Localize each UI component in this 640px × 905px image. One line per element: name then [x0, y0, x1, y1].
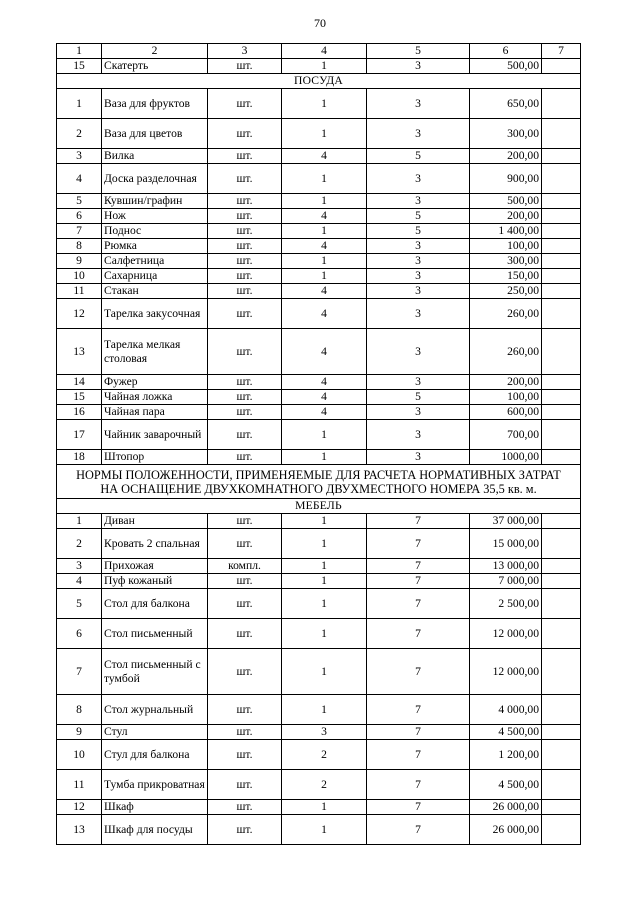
table-row: [57, 194, 581, 209]
unit-cell: шт.: [208, 284, 282, 299]
service-years-cell: 5: [367, 209, 470, 224]
service-years-cell: 3: [367, 284, 470, 299]
row-number-cell: 2: [57, 119, 102, 149]
table-row: [57, 695, 581, 725]
table-row: [57, 149, 581, 164]
row-number-cell: 4: [57, 164, 102, 194]
quantity-cell: 1: [282, 619, 367, 649]
table-row: [57, 405, 581, 420]
item-name-cell: Шкаф: [102, 800, 208, 815]
service-years-cell: 7: [367, 559, 470, 574]
row-number-cell: 4: [57, 574, 102, 589]
row-number-cell: 5: [57, 194, 102, 209]
row-number-cell: 17: [57, 420, 102, 450]
item-name-cell: Тумба прикроватная: [102, 770, 208, 800]
row-number-cell: 5: [57, 589, 102, 619]
item-name-cell: Стол журнальный: [102, 695, 208, 725]
service-years-cell: 3: [367, 329, 470, 375]
quantity-cell: 1: [282, 559, 367, 574]
note-cell: [542, 89, 581, 119]
unit-cell: шт.: [208, 329, 282, 375]
item-name-cell: Шкаф для посуды: [102, 815, 208, 845]
note-cell: [542, 770, 581, 800]
price-cell: 500,00: [470, 194, 542, 209]
unit-cell: шт.: [208, 574, 282, 589]
price-cell: 1 400,00: [470, 224, 542, 239]
quantity-cell: 1: [282, 800, 367, 815]
row-number-cell: 7: [57, 649, 102, 695]
row-number-cell: 6: [57, 619, 102, 649]
row-number-cell: 11: [57, 770, 102, 800]
row-number-cell: 7: [57, 224, 102, 239]
item-name-cell: Прихожая: [102, 559, 208, 574]
row-number-cell: 1: [57, 514, 102, 529]
quantity-cell: 4: [282, 390, 367, 405]
service-years-cell: 3: [367, 375, 470, 390]
quantity-cell: 1: [282, 514, 367, 529]
price-cell: 12 000,00: [470, 649, 542, 695]
price-cell: 26 000,00: [470, 815, 542, 845]
price-cell: 300,00: [470, 254, 542, 269]
item-name-cell: Стул: [102, 725, 208, 740]
service-years-cell: 7: [367, 649, 470, 695]
price-cell: 100,00: [470, 390, 542, 405]
note-cell: [542, 800, 581, 815]
norms-heading-line-1: НОРМЫ ПОЛОЖЕННОСТИ, ПРИМЕНЯЕМЫЕ ДЛЯ РАСЧЕТА НОРМАТИВНЫХ ЗАТРАТ: [76, 467, 561, 482]
section-title-furniture-row: [57, 499, 581, 514]
unit-cell: шт.: [208, 239, 282, 254]
quantity-cell: 4: [282, 375, 367, 390]
item-name-cell: Стакан: [102, 284, 208, 299]
norms-heading-row: [57, 465, 581, 499]
note-cell: [542, 574, 581, 589]
table-row: [57, 209, 581, 224]
price-cell: 4 500,00: [470, 725, 542, 740]
item-name-cell: Стол для балкона: [102, 589, 208, 619]
row-number-cell: 10: [57, 740, 102, 770]
service-years-cell: 7: [367, 529, 470, 559]
table-row: [57, 390, 581, 405]
note-cell: [542, 740, 581, 770]
quantity-cell: 1: [282, 420, 367, 450]
price-cell: 200,00: [470, 375, 542, 390]
price-cell: 2 500,00: [470, 589, 542, 619]
item-name-cell: Штопор: [102, 450, 208, 465]
item-name-cell: Сахарница: [102, 269, 208, 284]
row-number-cell: 13: [57, 815, 102, 845]
unit-cell: шт.: [208, 119, 282, 149]
col-header-2: 2: [102, 44, 208, 59]
quantity-cell: 4: [282, 284, 367, 299]
row-number-cell: 12: [57, 299, 102, 329]
item-name-cell: Вилка: [102, 149, 208, 164]
col-header-3: 3: [208, 44, 282, 59]
col-header-1: 1: [57, 44, 102, 59]
norms-heading: [57, 465, 581, 499]
price-cell: 260,00: [470, 329, 542, 375]
table-row: [57, 299, 581, 329]
unit-cell: шт.: [208, 420, 282, 450]
table-row: [57, 239, 581, 254]
quantity-cell: 1: [282, 815, 367, 845]
row-number-cell: 9: [57, 254, 102, 269]
note-cell: [542, 619, 581, 649]
table-row: [57, 420, 581, 450]
note-cell: [542, 59, 581, 74]
quantity-cell: 1: [282, 649, 367, 695]
unit-cell: шт.: [208, 405, 282, 420]
table-row: [57, 284, 581, 299]
unit-cell: шт.: [208, 149, 282, 164]
table-row: [57, 529, 581, 559]
item-name-cell: Салфетница: [102, 254, 208, 269]
service-years-cell: 3: [367, 254, 470, 269]
unit-cell: шт.: [208, 224, 282, 239]
item-name-cell: Ваза для фруктов: [102, 89, 208, 119]
quantity-cell: 1: [282, 89, 367, 119]
item-name-cell: Чайная ложка: [102, 390, 208, 405]
item-name-cell: Диван: [102, 514, 208, 529]
table-row: [57, 59, 581, 74]
item-name-cell: Стол письменный: [102, 619, 208, 649]
service-years-cell: 3: [367, 299, 470, 329]
note-cell: [542, 375, 581, 390]
table-row: [57, 740, 581, 770]
note-cell: [542, 450, 581, 465]
note-cell: [542, 149, 581, 164]
service-years-cell: 3: [367, 59, 470, 74]
row-number-cell: 12: [57, 800, 102, 815]
note-cell: [542, 405, 581, 420]
service-years-cell: 7: [367, 800, 470, 815]
table-row: [57, 800, 581, 815]
quantity-cell: 4: [282, 329, 367, 375]
unit-cell: шт.: [208, 194, 282, 209]
table-row: [57, 649, 581, 695]
unit-cell: шт.: [208, 269, 282, 284]
quantity-cell: 1: [282, 574, 367, 589]
row-number-cell: 11: [57, 284, 102, 299]
unit-cell: шт.: [208, 450, 282, 465]
table-row: [57, 574, 581, 589]
service-years-cell: 7: [367, 589, 470, 619]
table-row: [57, 619, 581, 649]
unit-cell: шт.: [208, 695, 282, 725]
note-cell: [542, 194, 581, 209]
service-years-cell: 3: [367, 239, 470, 254]
quantity-cell: 1: [282, 59, 367, 74]
table-row: [57, 725, 581, 740]
unit-cell: шт.: [208, 770, 282, 800]
section-title-furniture: МЕБЕЛЬ: [57, 499, 581, 514]
quantity-cell: 1: [282, 589, 367, 619]
unit-cell: шт.: [208, 375, 282, 390]
table-row: [57, 329, 581, 375]
row-number-cell: 10: [57, 269, 102, 284]
item-name-cell: Стул для балкона: [102, 740, 208, 770]
row-number-cell: 1: [57, 89, 102, 119]
service-years-cell: 7: [367, 815, 470, 845]
table-row: [57, 89, 581, 119]
price-cell: 4 500,00: [470, 770, 542, 800]
quantity-cell: 4: [282, 209, 367, 224]
note-cell: [542, 164, 581, 194]
row-number-cell: 8: [57, 239, 102, 254]
service-years-cell: 5: [367, 224, 470, 239]
note-cell: [542, 725, 581, 740]
note-cell: [542, 299, 581, 329]
unit-cell: шт.: [208, 740, 282, 770]
item-name-cell: Тарелка мелкая столовая: [102, 329, 208, 375]
unit-cell: шт.: [208, 619, 282, 649]
quantity-cell: 1: [282, 119, 367, 149]
price-cell: 700,00: [470, 420, 542, 450]
unit-cell: шт.: [208, 164, 282, 194]
unit-cell: шт.: [208, 59, 282, 74]
col-header-7: 7: [542, 44, 581, 59]
service-years-cell: 7: [367, 725, 470, 740]
note-cell: [542, 269, 581, 284]
table-row: [57, 450, 581, 465]
quantity-cell: 1: [282, 224, 367, 239]
price-cell: 1000,00: [470, 450, 542, 465]
norms-table: [56, 43, 581, 845]
unit-cell: шт.: [208, 649, 282, 695]
price-cell: 37 000,00: [470, 514, 542, 529]
price-cell: 100,00: [470, 239, 542, 254]
note-cell: [542, 695, 581, 725]
service-years-cell: 3: [367, 405, 470, 420]
item-name-cell: Нож: [102, 209, 208, 224]
row-number-cell: 13: [57, 329, 102, 375]
price-cell: 1 200,00: [470, 740, 542, 770]
unit-cell: шт.: [208, 209, 282, 224]
note-cell: [542, 815, 581, 845]
quantity-cell: 4: [282, 239, 367, 254]
service-years-cell: 7: [367, 619, 470, 649]
unit-cell: шт.: [208, 725, 282, 740]
item-name-cell: Тарелка закусочная: [102, 299, 208, 329]
page-number: 70: [314, 16, 326, 30]
service-years-cell: 7: [367, 514, 470, 529]
table-row: [57, 559, 581, 574]
item-name-cell: Скатерть: [102, 59, 208, 74]
price-cell: 26 000,00: [470, 800, 542, 815]
note-cell: [542, 224, 581, 239]
quantity-cell: 2: [282, 770, 367, 800]
item-name-cell: Кувшин/графин: [102, 194, 208, 209]
service-years-cell: 5: [367, 149, 470, 164]
item-name-cell: Рюмка: [102, 239, 208, 254]
price-cell: 12 000,00: [470, 619, 542, 649]
quantity-cell: 4: [282, 149, 367, 164]
price-cell: 600,00: [470, 405, 542, 420]
unit-cell: шт.: [208, 299, 282, 329]
price-cell: 13 000,00: [470, 559, 542, 574]
col-header-6: 6: [470, 44, 542, 59]
price-cell: 15 000,00: [470, 529, 542, 559]
row-number-cell: 3: [57, 149, 102, 164]
price-cell: 150,00: [470, 269, 542, 284]
service-years-cell: 3: [367, 194, 470, 209]
note-cell: [542, 589, 581, 619]
table-row: [57, 375, 581, 390]
unit-cell: шт.: [208, 390, 282, 405]
service-years-cell: 3: [367, 450, 470, 465]
unit-cell: компл.: [208, 559, 282, 574]
quantity-cell: 2: [282, 740, 367, 770]
table-row: [57, 164, 581, 194]
unit-cell: шт.: [208, 89, 282, 119]
note-cell: [542, 329, 581, 375]
service-years-cell: 3: [367, 164, 470, 194]
price-cell: 4 000,00: [470, 695, 542, 725]
unit-cell: шт.: [208, 254, 282, 269]
service-years-cell: 3: [367, 269, 470, 284]
quantity-cell: 1: [282, 164, 367, 194]
note-cell: [542, 420, 581, 450]
note-cell: [542, 284, 581, 299]
note-cell: [542, 559, 581, 574]
row-number-cell: 16: [57, 405, 102, 420]
note-cell: [542, 514, 581, 529]
item-name-cell: Чайная пара: [102, 405, 208, 420]
quantity-cell: 1: [282, 529, 367, 559]
price-cell: 900,00: [470, 164, 542, 194]
price-cell: 650,00: [470, 89, 542, 119]
section-title-dishes: ПОСУДА: [57, 74, 581, 89]
row-number-cell: 6: [57, 209, 102, 224]
quantity-cell: 1: [282, 194, 367, 209]
row-number-cell: 9: [57, 725, 102, 740]
service-years-cell: 7: [367, 770, 470, 800]
price-cell: 7 000,00: [470, 574, 542, 589]
quantity-cell: 3: [282, 725, 367, 740]
unit-cell: шт.: [208, 529, 282, 559]
item-name-cell: Доска разделочная: [102, 164, 208, 194]
price-cell: 250,00: [470, 284, 542, 299]
quantity-cell: 1: [282, 695, 367, 725]
service-years-cell: 3: [367, 89, 470, 119]
note-cell: [542, 649, 581, 695]
column-number-row: [57, 44, 581, 59]
quantity-cell: 1: [282, 254, 367, 269]
quantity-cell: 4: [282, 405, 367, 420]
price-cell: 500,00: [470, 59, 542, 74]
price-cell: 300,00: [470, 119, 542, 149]
price-cell: 200,00: [470, 149, 542, 164]
item-name-cell: Ваза для цветов: [102, 119, 208, 149]
row-number-cell: 3: [57, 559, 102, 574]
item-name-cell: Пуф кожаный: [102, 574, 208, 589]
row-number-cell: 18: [57, 450, 102, 465]
quantity-cell: 4: [282, 299, 367, 329]
unit-cell: шт.: [208, 589, 282, 619]
table-row: [57, 224, 581, 239]
note-cell: [542, 239, 581, 254]
table-row: [57, 254, 581, 269]
row-number-cell: 14: [57, 375, 102, 390]
note-cell: [542, 254, 581, 269]
note-cell: [542, 119, 581, 149]
service-years-cell: 7: [367, 695, 470, 725]
service-years-cell: 3: [367, 119, 470, 149]
quantity-cell: 1: [282, 269, 367, 284]
norms-heading-line-2: НА ОСНАЩЕНИЕ ДВУХКОМНАТНОГО ДВУХМЕСТНОГО НОМЕРА 35,5 кв. м.: [100, 481, 537, 496]
price-cell: 260,00: [470, 299, 542, 329]
col-header-4: 4: [282, 44, 367, 59]
quantity-cell: 1: [282, 450, 367, 465]
table-row: [57, 770, 581, 800]
unit-cell: шт.: [208, 514, 282, 529]
note-cell: [542, 390, 581, 405]
table-row: [57, 119, 581, 149]
unit-cell: шт.: [208, 800, 282, 815]
unit-cell: шт.: [208, 815, 282, 845]
note-cell: [542, 209, 581, 224]
note-cell: [542, 529, 581, 559]
table-row: [57, 815, 581, 845]
table-row: [57, 589, 581, 619]
row-number-cell: 8: [57, 695, 102, 725]
item-name-cell: Кровать 2 спальная: [102, 529, 208, 559]
price-cell: 200,00: [470, 209, 542, 224]
table-row: [57, 269, 581, 284]
row-number-cell: 2: [57, 529, 102, 559]
service-years-cell: 7: [367, 574, 470, 589]
item-name-cell: Фужер: [102, 375, 208, 390]
item-name-cell: Поднос: [102, 224, 208, 239]
col-header-5: 5: [367, 44, 470, 59]
service-years-cell: 3: [367, 420, 470, 450]
service-years-cell: 5: [367, 390, 470, 405]
table-row: [57, 514, 581, 529]
row-number-cell: 15: [57, 390, 102, 405]
service-years-cell: 7: [367, 740, 470, 770]
row-number-cell: 15: [57, 59, 102, 74]
item-name-cell: Чайник заварочный: [102, 420, 208, 450]
item-name-cell: Стол письменный с тумбой: [102, 649, 208, 695]
section-title-dishes-row: [57, 74, 581, 89]
